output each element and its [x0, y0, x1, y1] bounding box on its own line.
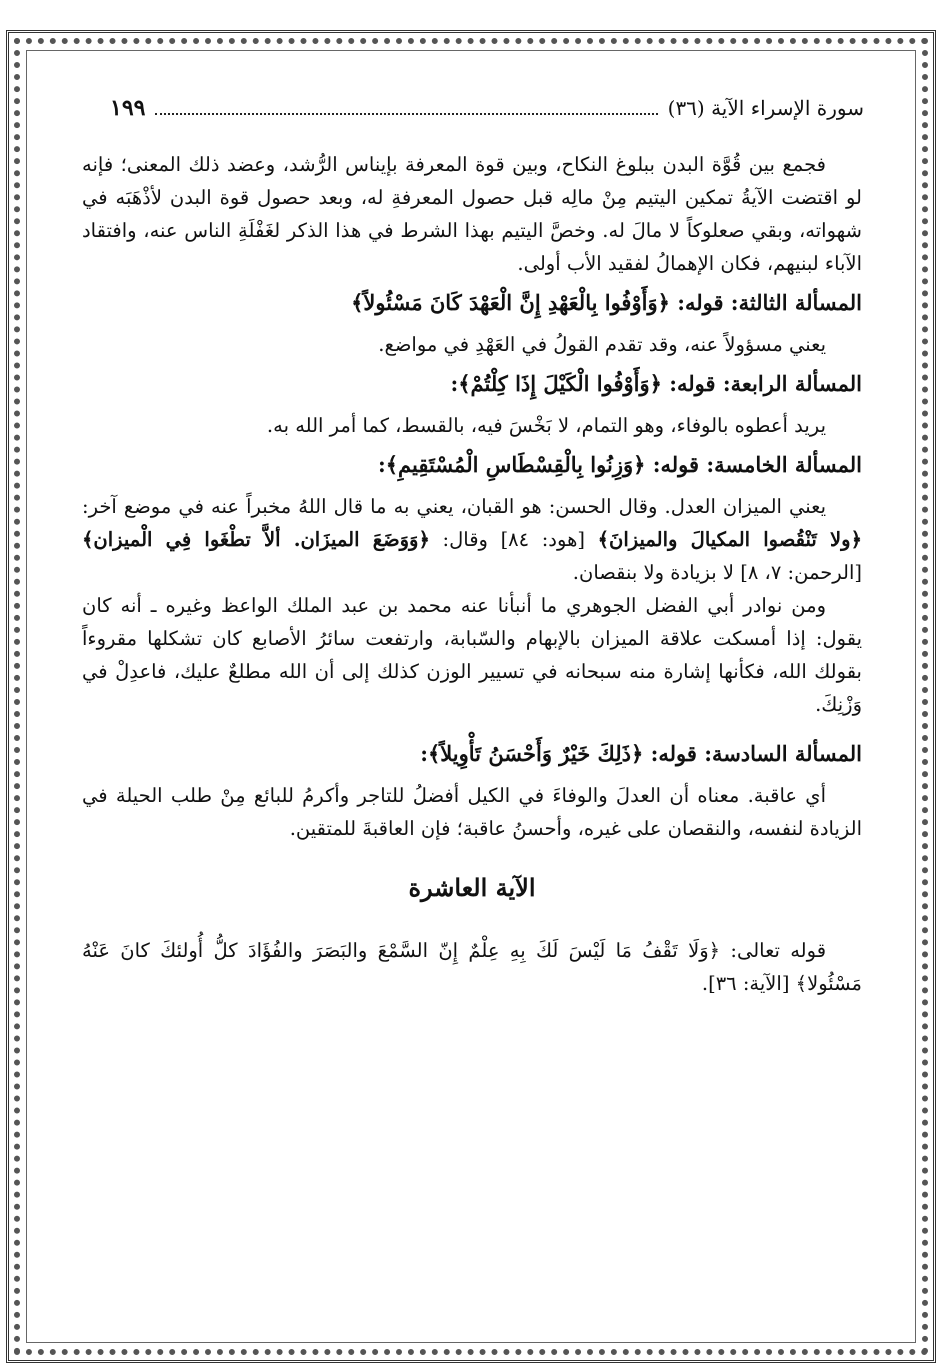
page-number: ١٩٩	[110, 95, 146, 121]
page-body	[82, 148, 862, 1000]
masala-4-quote: ﴿وَأَوْفُوا الْكَيْلَ إِذَا كِلْتُمْ﴾:	[450, 371, 662, 396]
masala-5-quote-2: ﴿ولا تَنْقُصوا المكيالَ والميزانَ﴾	[597, 528, 862, 551]
masala-5-body	[82, 490, 862, 589]
masala-5-quote-3: ﴿وَوَضَعَ الميزَان. ألاَّ تطْغَوا فِي الْميزان﴾	[82, 528, 430, 551]
masala-3-body: يعني مسؤولاً عنه، وقد تقدم القولُ في العَهْدِ في مواضع.	[378, 333, 826, 356]
masala-5-body-a: يعني الميزان العدل. وقال الحسن: هو القبان، يعني به ما قال اللهُ مخبراً عنه في موضع آخر:	[82, 495, 826, 518]
masala-3-heading	[82, 286, 862, 320]
masala-5-quote: ﴿وَزِنُوا بِالْقِسْطَاسِ الْمُسْتَقِيمِ﴾:	[377, 452, 646, 477]
masala-6-label: المسألة السادسة: قوله:	[650, 741, 862, 766]
paragraph-intro: فجمع بين قُوَّة البدن ببلوغ النكاح، وبين قوة المعرفة بإيناس الرُّشد، وعضد ذلك المعنى؛ فإنه لو اقتضت الآيةُ تمكين اليتيم مِنْ مالِه قبل حصول المعرفةِ له، وبعد حصول قوة البدن لأذْهَبَه في شهواته، وبقي صعلوكاً لا مالَ له. وخصَّ اليتيم بهذا الشرط في هذا الذكر لغَفْلَةِ الناس عنه، وافتقاد الآباء لبنيهم، فكان الإهمالُ لفقيد الأب أولى.	[82, 153, 862, 275]
masala-6-body: أي عاقبة. معناه أن العدلَ والوفاءَ في الكيل أفضلُ للتاجر وأكرمُ للبائع مِنْ طلب الحيلة في الزيادة لنفسه، والنقصان على غيره، وأحسنُ عاقبة؛ فإن العاقبةَ للمتقين.	[82, 784, 862, 840]
running-head	[110, 92, 864, 124]
ayah-intro: قوله تعالى:	[730, 939, 827, 962]
masala-6-heading	[82, 737, 862, 771]
masala-4-heading	[82, 367, 862, 401]
masala-5-label: المسألة الخامسة: قوله:	[652, 452, 862, 477]
masala-5-heading	[82, 448, 862, 482]
section-title: الآية العاشرة	[408, 873, 536, 902]
masala-3-quote: ﴿وَأَوْفُوا بِالْعَهْدِ إِنَّ الْعَهْدَ كَانَ مَسْئُولاً﴾	[351, 290, 670, 315]
masala-4-label: المسألة الرابعة: قوله:	[669, 371, 862, 396]
spacer	[82, 721, 862, 731]
running-head-leader-dots	[155, 101, 657, 115]
paragraph-nawadir: ومن نوادر أبي الفضل الجوهري ما أنبأنا عنه محمد بن عبد الملك الواعظ وغيره ـ أنه كان يقول: إذا أمسكت علاقة الميزان بالإبهام والسّبابة، وارتفعت سائرُ الأصابع كان تشكلها مقروءاً بقولك الله، فكأنها إشارة منه سبحانه في تسيير الوزن كذلك إلى أن الله مطلعٌ عليك، فاعدِلْ في وَزْنِكَ.	[82, 594, 862, 716]
masala-5-body-c: [الرحمن: ٧، ٨] لا بزيادة ولا بنقصان.	[572, 561, 862, 584]
ayah-reference: [الآية: ٣٦].	[701, 972, 790, 995]
masala-5-body-b: [هود: ٨٤] وقال:	[442, 528, 585, 551]
masala-4-body: يريد أعطوه بالوفاء، وهو التمام، لا بَخْسَ فيه، بالقسط، كما أمر الله به.	[266, 414, 826, 437]
running-head-title: سورة الإسراء الآية (٣٦)	[667, 96, 864, 120]
masala-6-quote: ﴿ذَلِكَ خَيْرٌ وَأَحْسَنُ تَأْوِيلاً﴾:	[420, 741, 644, 766]
ayah-quote: ﴿وَلَا تَقْفُ مَا لَيْسَ لَكَ بِهِ عِلْمٌ إِنّ السَّمْعَ والبَصَرَ والفُؤَادَ كلُّ أُولئكَ كانَ عَنْهُ مَسْئُولا﴾	[82, 939, 862, 995]
ayah-paragraph	[82, 934, 862, 1000]
masala-3-label: المسألة الثالثة: قوله:	[677, 290, 862, 315]
